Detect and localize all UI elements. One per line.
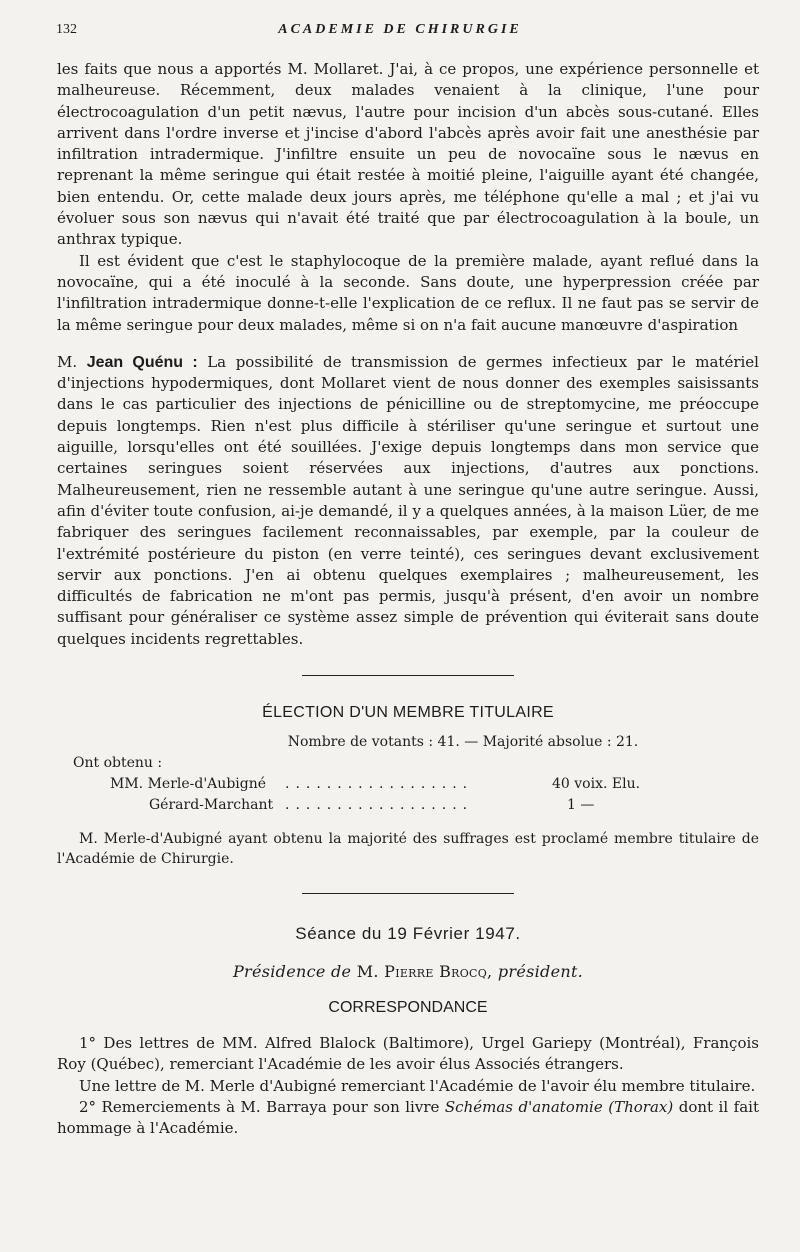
leader-dots: .................. — [285, 797, 474, 814]
item2-prefix: 2° Remerciements à M. Barraya pour son livre — [79, 1097, 445, 1116]
presidence-prefix: Présidence de — [232, 962, 352, 982]
correspondance-title: CORRESPONDANCE — [328, 999, 488, 1017]
vote-count: 40 voix. Elu. — [552, 776, 641, 793]
correspondance-item-2 — [57, 1097, 759, 1140]
election-title: ÉLECTION D'UN MEMBRE TITULAIRE — [262, 704, 554, 722]
speaker-name: Jean Quénu : — [86, 353, 198, 371]
session-title: Séance du 19 Février 1947. — [295, 924, 521, 944]
page-number: 132 — [56, 22, 77, 37]
president-name: M. Pierre Brocq, — [356, 962, 493, 982]
paragraph-quenu — [57, 352, 759, 650]
book-title: Schémas d'anatomie (Thorax) — [444, 1097, 674, 1116]
paragraph-mollaret-experience: les faits que nous a apportés M. Mollaret. J'ai, à ce propos, une expérience personnelle et malheureuse. Récemment, deux malades venaient à la clinique, l'une pour électrocoagulation d'un petit nævus, l'autre pour incision d'un abcès sous-cutané. Elles arrivent dans l'ordre inverse et j'incise d'abord l'abcès après avoir fait une anesthésie par infiltration intradermique. J'infiltre ensuite un peu de novocaïne sous le nævus en reprenant la même seringue qui était restée à moitié pleine, l'aiguille ayant été changée, bien entendu. Or, cette malade deux jours après, me téléphone qu'elle a mal ; et j'ai vu évoluer sous son nævus qui n'avait été traité que par électrocoagulation à la boule, un anthrax typique. — [57, 60, 759, 249]
proclamation-text: M. Merle-d'Aubigné ayant obtenu la majorité des suffrages est proclamé membre titulaire de l'Académie de Chirurgie. — [57, 831, 759, 868]
leader-dots: .................. — [285, 776, 474, 793]
page-header — [56, 22, 744, 44]
speaker-prefix: M. — [57, 352, 87, 371]
candidate-name: Gérard-Marchant — [149, 797, 274, 814]
vote-result-row — [57, 774, 759, 795]
paragraph-staphylococcus: Il est évident que c'est le staphylocoque de la première malade, ayant reflué dans la novocaïne, qui a été inoculé à la seconde. Sans doute, une hyperpression créée par l'infiltration intradermique donne-t-elle l'explication de ce reflux. Il ne faut pas se servir de la même seringue pour deux malades, même si on n'a fait aucune manœuvre d'aspiration — [57, 251, 759, 334]
page-content — [57, 59, 759, 1140]
vote-count: 1 — — [567, 797, 595, 814]
item2-suffix: dont il fait hommage à l'Académie. — [57, 1097, 759, 1138]
votes-line: Nombre de votants : 41. — Majorité absolue : 21. — [287, 734, 639, 751]
correspondance-item-1: 1° Des lettres de MM. Alfred Blalock (Baltimore), Urgel Gariepy (Montréal), François Roy (Québec), remerciant l'Académie de les avoir élus Associés étrangers. — [57, 1034, 759, 1074]
presidence-line — [57, 962, 759, 981]
correspondance-item-1b: Une lettre de M. Merle d'Aubigné remerciant l'Académie de l'avoir élu membre titulaire. — [79, 1076, 756, 1095]
quenu-text: La possibilité de transmission de germes infectieux par le matériel d'injections hypodermiques, dont Mollaret vient de nous donner des exemples saisissants dans le cas particulier des injections de pénicilline ou de streptomycine, me préoccupe depuis longtemps. Rien n'est plus difficile à stériliser qu'une seringue et surtout une aiguille, lorsqu'elles ont été souillées. J'exige depuis longtemps dans mon service que certaines seringues soient réservées aux injections, d'autres aux ponctions. Malheureusement, rien ne ressemble autant à une seringue qu'une autre seringue. Aussi, afin d'éviter toute confusion, ai-je demandé, il y a quelques années, à la maison Lüer, de me fabriquer des seringues facilement reconnaissables, par exemple, par la couleur de l'extrémité postérieure du piston (en verre teinté), ces seringues devant exclusivement servir aux ponctions. J'en ai obtenu quelques exemplaires ; malheureusement, les difficultés de fabrication ne m'ont pas permis, jusqu'à présent, d'en avoir un nombre suffisant pour généraliser ce système assez simple de prévention qui éviterait sans doute quelques incidents regrettables. — [57, 352, 759, 648]
obtained-label: Ont obtenu : — [73, 755, 163, 772]
candidate-name: MM. Merle-d'Aubigné — [110, 776, 267, 793]
presidence-suffix: président. — [497, 962, 584, 982]
vote-result-row — [57, 795, 759, 816]
running-title: ACADEMIE DE CHIRURGIE — [278, 22, 522, 37]
